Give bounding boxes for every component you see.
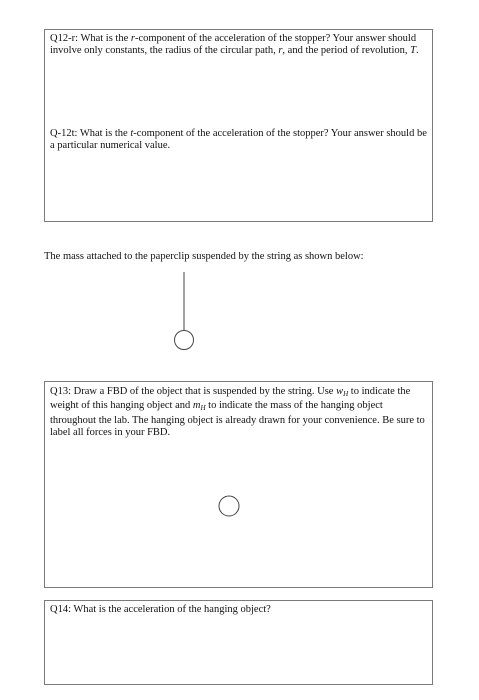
fbd-object-diagram bbox=[216, 493, 242, 519]
q13-label: Q13: bbox=[50, 386, 74, 397]
t-variable: t bbox=[130, 128, 134, 139]
r-variable: r bbox=[278, 45, 283, 57]
q14-question: Q14: What is the acceleration of the hanging object? bbox=[50, 604, 271, 615]
q13-question: Q13: Draw a FBD of the object that is suspended by the string. Use $w_H$ to indicate the weight of this hanging object and $m_H$ to indicate the mass of the hanging object throughout the lab. The hanging object is already drawn for your convenience. Be sure to label all forces in your FBD. bbox=[50, 386, 425, 439]
q12-answer-box[interactable] bbox=[44, 29, 433, 222]
weight-symbol: $w_H$ bbox=[336, 386, 349, 398]
mass-statement: The mass attached to the paperclip suspended by the string as shown below: bbox=[44, 251, 364, 262]
r-variable: r bbox=[130, 33, 135, 44]
fbd-object-circle bbox=[219, 496, 239, 516]
q12t-question: Q-12t: What is the t-component of the acceleration of the stopper? Your answer should be a particular numerical value. bbox=[50, 128, 427, 152]
q12t-label: Q-12t: bbox=[50, 128, 80, 139]
q12r-label: Q12-r: bbox=[50, 33, 81, 44]
mass-symbol: $m_H$ bbox=[192, 400, 206, 413]
t-period-variable: T bbox=[410, 45, 416, 57]
q12r-question: Q12-r: What is the r-component of the acceleration of the stopper? Your answer should involve only constants, the radius of the circular path, r, and the period of revolution, T. bbox=[50, 33, 419, 57]
hanging-mass-diagram bbox=[160, 270, 210, 355]
hanging-object-circle bbox=[175, 331, 194, 350]
